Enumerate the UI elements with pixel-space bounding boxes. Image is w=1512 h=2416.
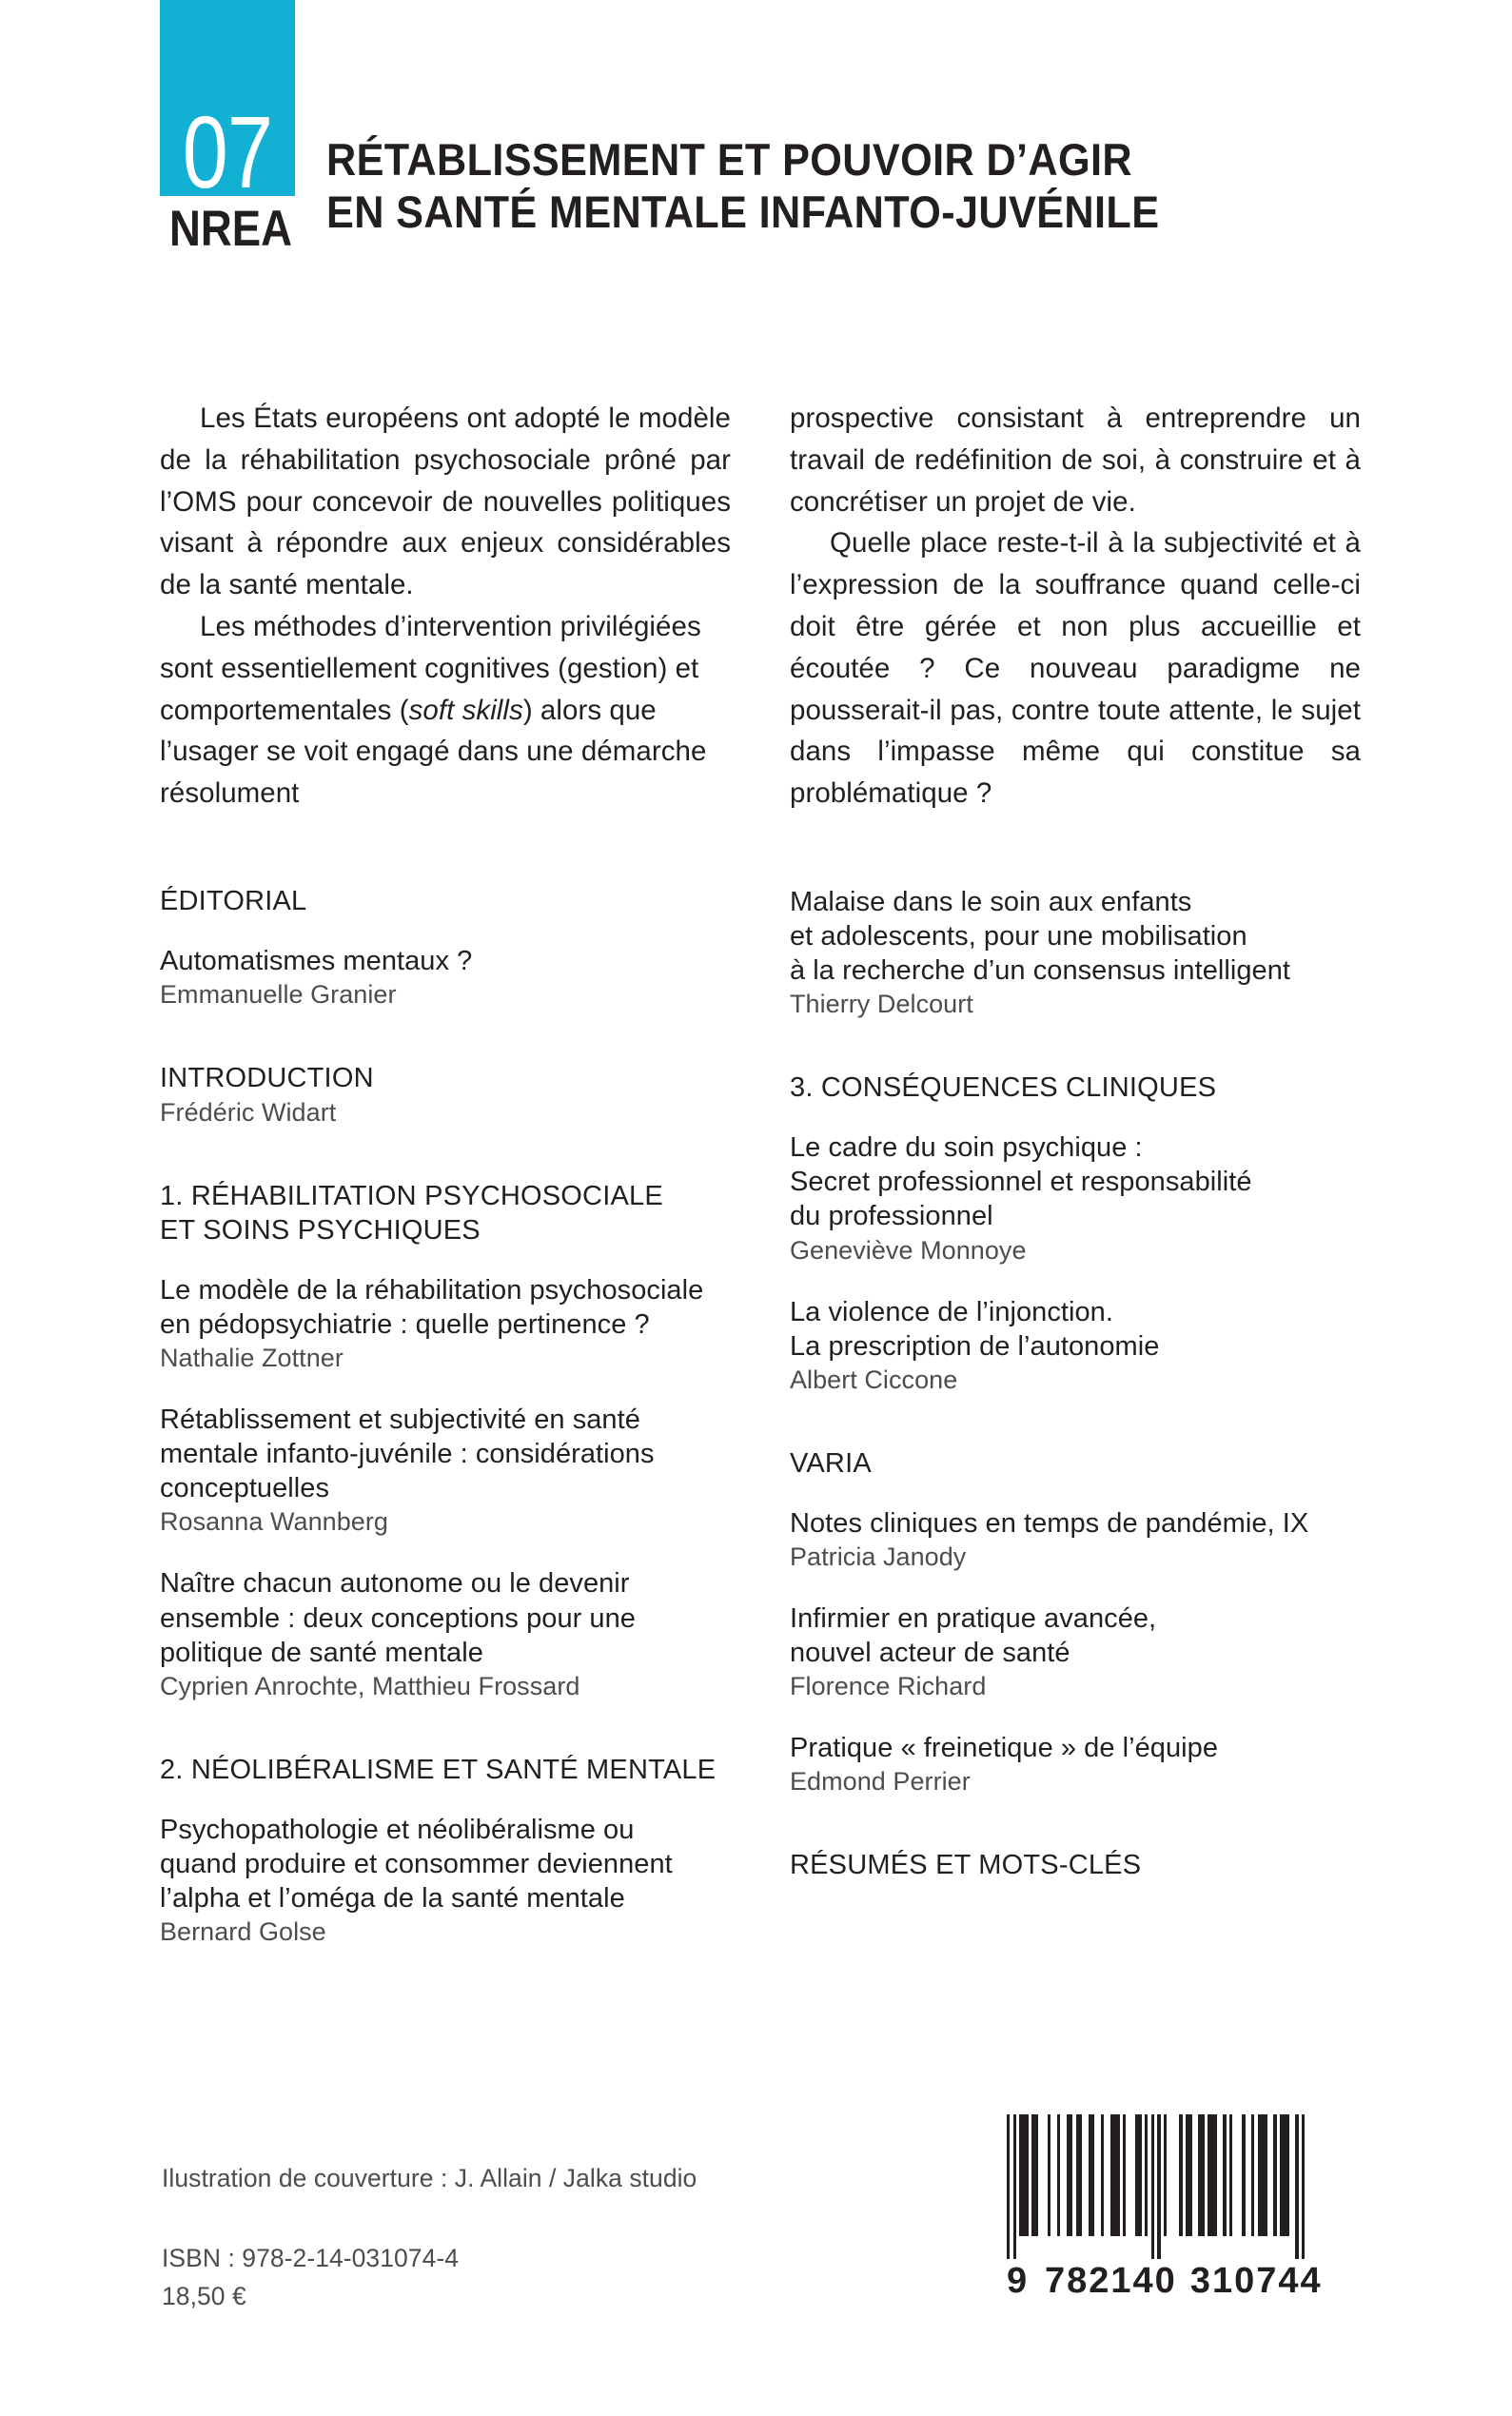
ean13-barcode <box>1007 2114 1330 2302</box>
cover-title <box>326 133 1354 239</box>
toc-entry-author: Frédéric Widart <box>160 1098 337 1128</box>
toc-entry-title-line: Infirmier en pratique avancée, <box>790 1602 1157 1634</box>
toc-section-resumes: RÉSUMÉS ET MOTS-CLÉS <box>790 1850 1142 1881</box>
issue-number: 07 <box>182 94 273 209</box>
toc-entry-title-line: à la recherche d’un consensus intelligent <box>790 955 1290 987</box>
toc-entry-title-line: ensemble : deux conceptions pour une <box>160 1602 636 1634</box>
toc-entry-author: Edmond Perrier <box>790 1767 971 1797</box>
abstract-block <box>160 398 1361 815</box>
abstract-paragraph: prospective consistant à entreprendre un travail de redéfinition de soi, à construire et à concrétiser un projet de vie. <box>790 403 1361 518</box>
toc-section-editorial: ÉDITORIAL <box>160 886 307 916</box>
toc-column-left <box>160 885 731 1948</box>
toc-entry-title-line: Notes cliniques en temps de pandémie, IX <box>790 1507 1309 1539</box>
toc-entry-title-line: quand produire et consommer deviennent <box>160 1848 673 1879</box>
toc-entry <box>790 1731 1361 1797</box>
toc-entry-title-line: mentale infanto-juvénile : considérations <box>160 1439 655 1470</box>
barcode-digits <box>1007 2261 1330 2302</box>
toc-section-3: 3. CONSÉQUENCES CLINIQUES <box>790 1072 1217 1104</box>
toc-entry-author: Rosanna Wannberg <box>160 1507 388 1537</box>
toc-entry <box>160 1403 731 1538</box>
isbn-text: ISBN : 978-2-14-031074-4 <box>162 2243 460 2272</box>
toc-section-line: ET SOINS PSYCHIQUES <box>160 1214 481 1246</box>
toc-entry-author: Emmanuelle Granier <box>160 980 397 1010</box>
cover-title-line-1: RÉTABLISSEMENT ET POUVOIR D’AGIR <box>326 134 1133 185</box>
footer-block <box>162 2160 828 2315</box>
toc-entry-author: Geneviève Monnoye <box>790 1235 1027 1265</box>
journal-logo <box>160 0 295 257</box>
brand-name: NREA <box>168 201 293 257</box>
abstract-text-a: Les méthodes d’intervention privilégiées sont essentiellement cognitives (gestion) et comportementales ( <box>160 610 701 726</box>
price-text: 18,50 € <box>162 2281 246 2310</box>
toc-column-right <box>790 885 1361 1948</box>
toc-section-line: 1. RÉHABILITATION PSYCHOSOCIALE <box>160 1181 663 1212</box>
toc-entry-title-line: politique de santé mentale <box>160 1637 483 1668</box>
toc-entry-title-line: Psychopathologie et néolibéralisme ou <box>160 1814 635 1845</box>
toc-entry-title-line: Rétablissement et subjectivité en santé <box>160 1404 640 1436</box>
issue-number-box <box>160 0 295 209</box>
toc-entry-title-line: l’alpha et l’oméga de la santé mentale <box>160 1882 625 1914</box>
toc-entry <box>160 1273 731 1374</box>
toc-section-1 <box>160 1180 731 1248</box>
abstract-column-left <box>160 398 731 815</box>
cover-title-line-2: EN SANTÉ MENTALE INFANTO-JUVÉNILE <box>326 187 1160 238</box>
barcode-digit-group-1: 782140 <box>1045 2261 1177 2301</box>
abstract-text-b: ) alors que l’usager se voit engagé dans une démarche résolument <box>160 694 707 810</box>
toc-section-introduction: INTRODUCTION <box>160 1063 374 1094</box>
toc-entry-author: Albert Ciccone <box>790 1365 958 1394</box>
toc-entry-author: Bernard Golse <box>160 1916 326 1946</box>
toc-entry-title-line: Le cadre du soin psychique : <box>790 1132 1143 1164</box>
toc-entry-title-line: et adolescents, pour une mobilisation <box>790 921 1247 953</box>
toc-entry <box>160 1096 731 1129</box>
barcode-digit-lead: 9 <box>1007 2261 1030 2301</box>
abstract-paragraph: Les États européens ont adopté le modèle de la réhabilitation psychosociale prôné par l’OMS pour concevoir de nouvelles politiques visant à répondre aux enjeux considérables de la santé mentale. <box>160 403 731 601</box>
toc-entry-author: Florence Richard <box>790 1672 987 1700</box>
toc-entry-title-line: La violence de l’injonction. <box>790 1296 1113 1327</box>
toc-entry <box>790 1130 1361 1266</box>
toc-entry <box>160 1813 731 1948</box>
toc-entry-title-line: conceptuelles <box>160 1473 329 1504</box>
masthead <box>160 0 1359 285</box>
toc-entry-title-line: nouvel acteur de santé <box>790 1637 1070 1668</box>
toc-entry-author: Nathalie Zottner <box>160 1344 344 1373</box>
toc-entry <box>160 944 731 1011</box>
toc-entry-title-line: La prescription de l’autonomie <box>790 1330 1160 1362</box>
toc-entry-title-line: Le modèle de la réhabilitation psychosociale <box>160 1274 704 1306</box>
toc-entry-title-line: du professionnel <box>790 1201 993 1232</box>
toc-entry <box>790 1506 1361 1573</box>
toc-entry-author: Thierry Delcourt <box>790 990 973 1019</box>
toc-entry-title-line: Pratique « freinetique » de l’équipe <box>790 1733 1219 1764</box>
toc-entry <box>790 885 1361 1020</box>
toc-entry-title-line: en pédopsychiatrie : quelle pertinence ? <box>160 1309 650 1341</box>
toc-entry <box>790 1601 1361 1702</box>
barcode-digit-group-2: 310744 <box>1189 2261 1323 2301</box>
toc-entry-title-line: Naître chacun autonome ou le devenir <box>160 1568 630 1600</box>
toc-entry-author: Cyprien Anrochte, Matthieu Frossard <box>160 1671 580 1700</box>
toc-section-varia: VARIA <box>790 1447 872 1479</box>
abstract-paragraph <box>160 606 731 815</box>
barcode-bars <box>1007 2114 1330 2259</box>
toc-entry <box>160 1566 731 1701</box>
toc-entry-title: Automatismes mentaux ? <box>160 945 473 976</box>
toc-entry-title-line: Secret professionnel et responsabilité <box>790 1167 1252 1198</box>
abstract-italic-term: soft skills <box>408 694 523 726</box>
toc-section-2: 2. NÉOLIBÉRALISME ET SANTÉ MENTALE <box>160 1754 717 1785</box>
cover-illustration-credit: Ilustration de couverture : J. Allain / Jalka studio <box>162 2164 697 2192</box>
table-of-contents <box>160 885 1361 1948</box>
toc-entry <box>790 1295 1361 1396</box>
toc-entry-title-line: Malaise dans le soin aux enfants <box>790 887 1192 917</box>
toc-entry-author: Patricia Janody <box>790 1542 967 1571</box>
abstract-paragraph: Quelle place reste-t-il à la subjectivité et à l’expression de la souffrance quand celle-ci doit être gérée et non plus accueillie et écoutée ? Ce nouveau paradigme ne pousserait-il pas, contre toute attente, le sujet dans l’impasse même qui constitue sa problématique ? <box>790 527 1361 810</box>
abstract-column-right <box>790 398 1361 815</box>
